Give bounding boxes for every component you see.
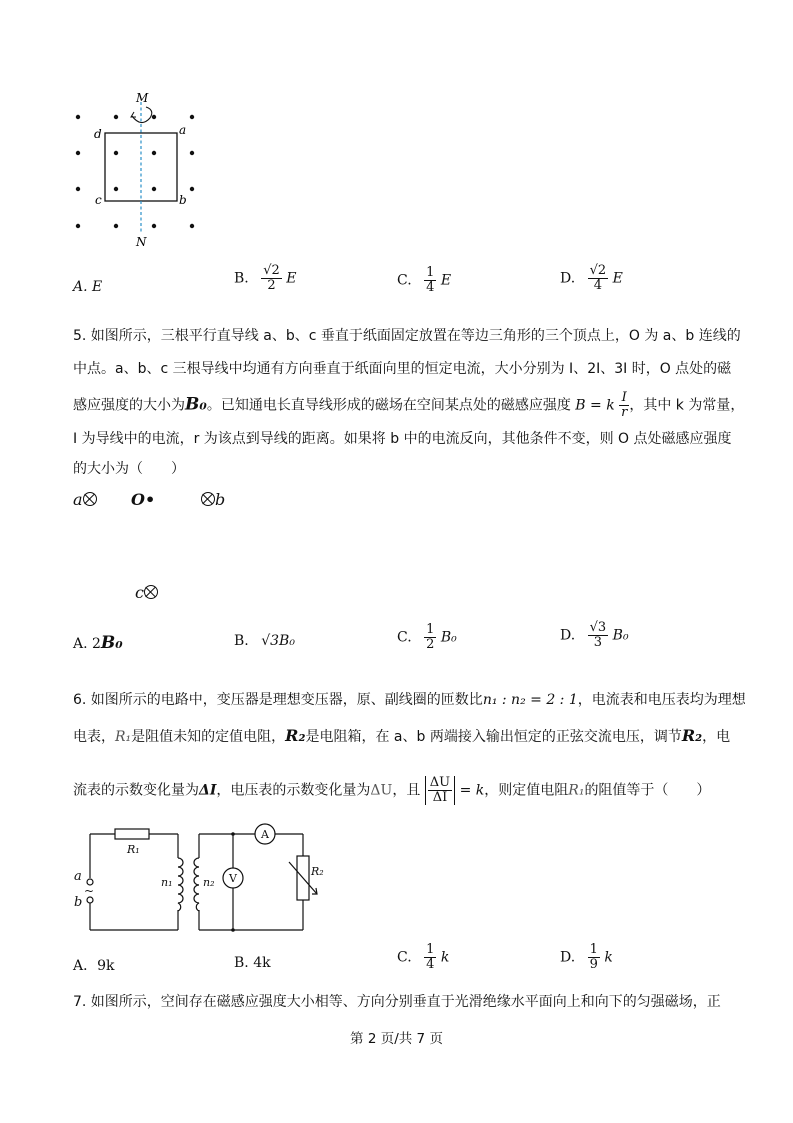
- b0-symbol: B₀: [100, 633, 123, 653]
- option-letter: C.: [397, 272, 412, 289]
- resistor-r1: [115, 829, 149, 839]
- label-n2: n₂: [203, 876, 215, 889]
- text: 。已知通电长直导线形成的磁场在空间某点处的磁感应强度: [206, 397, 571, 414]
- q6-option-b[interactable]: B. 4k: [234, 955, 271, 971]
- q5-line2: 中点。a、b、c 三根导线中均通有方向垂直于纸面向里的恒定电流，大小分别为 I、2I、3I 时，O 点处的磁: [73, 361, 732, 377]
- frac-num: √3: [589, 620, 607, 635]
- frac-den: 4: [426, 280, 435, 295]
- q4-option-a[interactable]: A. E: [73, 279, 103, 295]
- into-page-icon: [83, 492, 97, 506]
- option-letter: C.: [397, 949, 412, 966]
- frac-num: 1: [426, 265, 435, 280]
- frac-num: 1: [589, 942, 598, 957]
- q4-option-b[interactable]: [234, 264, 296, 293]
- rotation-arrow: [132, 107, 152, 123]
- option-var: k: [440, 949, 450, 966]
- q6-line1: [73, 689, 746, 711]
- secondary-coil: [194, 858, 199, 911]
- label-b: b: [74, 895, 83, 910]
- q5-line5: 的大小为（ ）: [73, 461, 185, 477]
- option-letter: D.: [560, 949, 576, 966]
- label-d: d: [94, 127, 102, 141]
- frac-den: ΔI: [432, 790, 448, 805]
- option-var: B₀: [612, 627, 629, 644]
- option-var: B₀: [440, 629, 457, 646]
- option-var: E: [286, 270, 297, 287]
- label-r2: R₂: [311, 865, 324, 878]
- delta-u: ΔU: [370, 782, 393, 799]
- text: 感应强度的大小为: [73, 397, 185, 414]
- text: 是阻值未知的定值电阻，: [131, 729, 286, 745]
- q5-option-c[interactable]: [397, 623, 457, 652]
- q6-option-d[interactable]: [560, 943, 613, 972]
- label-b: b: [215, 490, 226, 509]
- label-n1: n₁: [161, 876, 173, 889]
- frac-den: 2: [267, 278, 276, 293]
- into-page-icon: [144, 585, 158, 599]
- text: = k: [459, 782, 485, 799]
- voltmeter-label: V: [229, 872, 237, 885]
- b0-symbol: B₀: [185, 394, 207, 415]
- q5-line1: 5. 如图所示，三根平行直导线 a、b、c 垂直于纸面固定放置在等边三角形的三个顶点上，O 为 a、b 连线的: [73, 328, 741, 344]
- r2-symbol: R₂: [285, 726, 306, 745]
- ammeter-label: A: [261, 828, 269, 841]
- label-a: a: [74, 869, 82, 884]
- q5-line3: [73, 391, 744, 420]
- q6-option-a[interactable]: A．9k: [73, 958, 115, 974]
- option-letter: D.: [560, 627, 576, 644]
- point-O: O•: [131, 490, 156, 509]
- formula-lhs: B = k: [575, 397, 615, 414]
- wire-a: [73, 490, 97, 510]
- turns-ratio: n₁ : n₂ = 2 : 1: [482, 692, 578, 708]
- r1-symbol: R₁: [115, 729, 132, 745]
- q6-line2: [73, 725, 730, 748]
- q5-option-a[interactable]: [73, 633, 123, 653]
- q4-option-d[interactable]: [560, 264, 623, 293]
- q4-figure: [60, 88, 220, 253]
- ac-symbol: ~: [84, 884, 95, 898]
- text: 流表的示数变化量为: [73, 782, 199, 799]
- text: ，电: [702, 729, 731, 745]
- q5-option-d[interactable]: [560, 621, 629, 650]
- r1-symbol: R₁: [568, 782, 585, 799]
- text: 是电阻箱，在 a、b 两端接入输出恒定的正弦交流电压，调节: [305, 729, 682, 745]
- frac-den: 3: [593, 635, 603, 650]
- label-r1: R₁: [127, 843, 140, 856]
- text: ，且: [392, 782, 421, 799]
- option-value: √3B₀: [261, 633, 295, 649]
- option-letter: D.: [560, 270, 576, 287]
- frac-num: ΔU: [429, 775, 451, 790]
- option-letter: C.: [397, 629, 412, 646]
- q7-line1: 7. 如图所示，空间存在磁感应强度大小相等、方向分别垂直于光滑绝缘水平面向上和向下的匀强磁场，正: [73, 994, 721, 1010]
- label-N: N: [136, 235, 147, 249]
- option-letter: B.: [234, 270, 249, 287]
- q6-option-c[interactable]: [397, 943, 449, 972]
- frac-den: 2: [426, 637, 435, 652]
- label-a: a: [179, 123, 187, 137]
- text: 6. 如图所示的电路中，变压器是理想变压器，原、副线圈的匝数比: [73, 692, 483, 708]
- label-c: c: [135, 583, 144, 602]
- frac-den: r: [621, 405, 628, 420]
- option-var: E: [612, 270, 623, 287]
- text: 的阻值等于（ ）: [584, 782, 711, 799]
- text: ，其中 k 为常量，: [629, 397, 745, 414]
- option-letter: B.: [234, 633, 249, 649]
- text: ，电压表的示数变化量为: [216, 782, 371, 799]
- text: ，电流表和电压表均为理想: [577, 692, 746, 708]
- frac-num: √2: [589, 263, 607, 278]
- q6-circuit: [65, 818, 350, 936]
- text: ，则定值电阻: [484, 782, 569, 799]
- page-footer: 第 2 页/共 7 页: [350, 1031, 443, 1047]
- into-page-icon: [201, 492, 215, 506]
- r2-symbol: R₂: [681, 726, 703, 745]
- primary-coil: [178, 858, 183, 911]
- q5-line4: I 为导线中的电流，r 为该点到导线的距离。如果将 b 中的电流反向，其他条件不变，则 O 点处磁感应强度: [73, 431, 732, 447]
- q6-line3: [73, 776, 710, 805]
- label-M: M: [136, 91, 149, 105]
- option-var: E: [440, 272, 452, 289]
- text: 电表，: [73, 729, 115, 745]
- wire-b: [201, 490, 225, 510]
- label-c: c: [95, 193, 102, 207]
- frac-den: 4: [426, 957, 435, 972]
- q4-option-c[interactable]: [397, 266, 451, 295]
- option-text: A. 2: [73, 636, 101, 652]
- wire-c: [135, 583, 158, 603]
- delta-i: ΔI: [199, 782, 217, 799]
- frac-num: I: [619, 391, 629, 406]
- label-a: a: [73, 490, 83, 509]
- option-var: k: [604, 949, 613, 966]
- frac-num: √2: [263, 263, 280, 278]
- q5-option-b[interactable]: [234, 633, 295, 649]
- label-b: b: [179, 193, 187, 207]
- frac-den: 4: [593, 278, 603, 293]
- frac-num: 1: [426, 942, 435, 957]
- frac-num: 1: [426, 622, 435, 637]
- frac-den: 9: [589, 957, 598, 972]
